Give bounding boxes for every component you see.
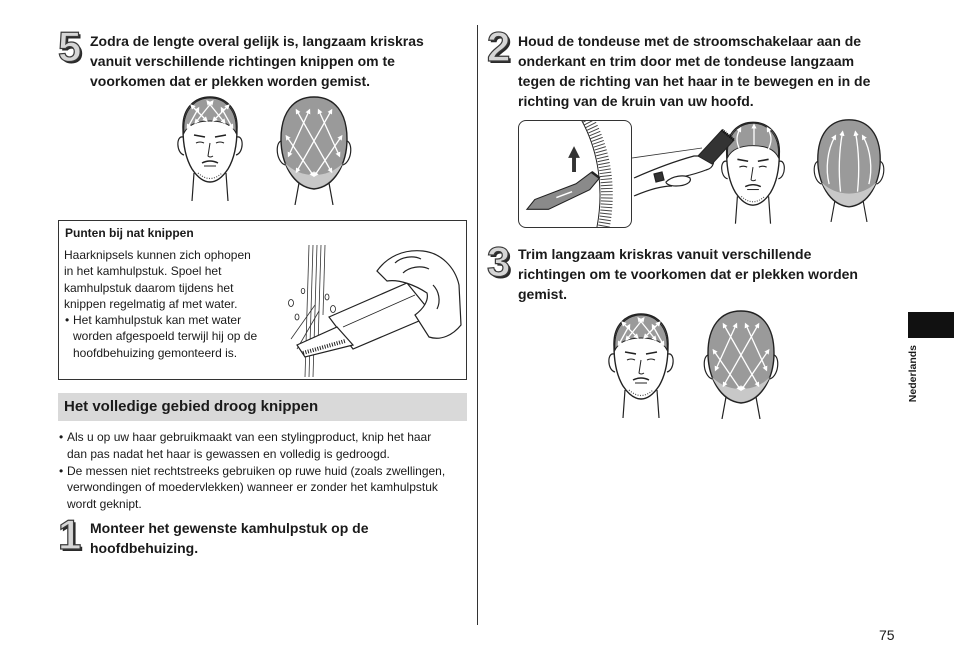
tip-line: in het kamhulpstuk. Spoel het bbox=[64, 264, 222, 279]
step-2-line: richting van de kruin van uw hoofd. bbox=[518, 93, 754, 109]
page-number: 75 bbox=[879, 627, 895, 643]
clipper-against-hair-closeup-illustration bbox=[519, 121, 631, 227]
step-2-text bbox=[518, 31, 870, 111]
bullet-line: • De messen niet rechtstreeks gebruiken op ruwe huid (zoals zwellingen, bbox=[58, 463, 445, 480]
step-3-number: 3 bbox=[487, 238, 511, 285]
step-5-line: voorkomen dat er plekken worden gemist. bbox=[90, 73, 371, 89]
bullet-line: wordt geknipt. bbox=[67, 497, 142, 512]
step-2-line: tegen de richting van het haar in te bewegen en in de bbox=[518, 73, 871, 89]
step-2-line: onderkant en trim door met de tondeuse langzaam bbox=[518, 53, 855, 69]
step-1-line: Monteer het gewenste kamhulpstuk op de bbox=[90, 520, 369, 536]
water-stream bbox=[291, 245, 325, 377]
step-5-head-front-illustration bbox=[170, 93, 250, 203]
rinse-comb-under-water-illustration bbox=[283, 245, 463, 377]
step-3-line: Trim langzaam kriskras vanuit verschillende bbox=[518, 246, 812, 262]
step-3-text bbox=[518, 244, 858, 304]
step-2-trimming-head-illustration bbox=[632, 112, 794, 230]
water-droplets bbox=[289, 288, 336, 320]
step-3-head-back-illustration bbox=[698, 307, 784, 419]
step-3-line: gemist. bbox=[518, 286, 568, 302]
tip-box-title: Punten bij nat knippen bbox=[65, 226, 194, 240]
step-5-head-back-illustration bbox=[271, 93, 357, 205]
tip-bullet-line: worden afgespoeld terwijl hij op de bbox=[73, 329, 258, 344]
step-1-number: 1 bbox=[58, 511, 82, 558]
bullet-line: • Als u op uw haar gebruikmaakt van een stylingproduct, knip het haar bbox=[58, 429, 445, 446]
tip-bullet-line: hoofdbehuizing gemonteerd is. bbox=[73, 345, 238, 360]
step-2-number: 2 bbox=[487, 23, 511, 70]
step-1-text bbox=[90, 518, 369, 558]
bullet-line: dan pas nadat het haar is gewassen en volledig is gedroogd. bbox=[67, 446, 390, 461]
hand bbox=[634, 156, 713, 196]
step-3-head-front-illustration bbox=[601, 309, 681, 421]
tip-box-text bbox=[64, 247, 257, 361]
dry-cutting-bullet-list bbox=[58, 429, 445, 513]
language-label: Nederlands bbox=[907, 345, 919, 403]
step-2-line: Houd de tondeuse met de stroomschakelaar aan de bbox=[518, 33, 862, 49]
step-2-head-back-illustration bbox=[808, 116, 890, 222]
tip-line: knippen regelmatig af met water. bbox=[64, 296, 238, 311]
language-side-tab bbox=[908, 312, 954, 338]
tip-line: kamhulpstuk daarom tijdens het bbox=[64, 280, 234, 295]
step-1-line: hoofdbehuizing. bbox=[90, 540, 199, 556]
tip-line: Haarknipsels kunnen zich ophopen bbox=[64, 248, 251, 262]
tip-bullet-line: • Het kamhulpstuk kan met water bbox=[64, 312, 257, 328]
clipper-closeup-box bbox=[518, 120, 632, 228]
bullet-line: verwondingen of moedervlekken) wanneer er zonder het kamhulpstuk bbox=[67, 480, 438, 495]
section-heading-bar: Het volledige gebied droog knippen bbox=[58, 393, 467, 421]
clipper bbox=[297, 283, 433, 357]
clipper bbox=[527, 172, 600, 209]
column-divider bbox=[477, 25, 478, 625]
step-5-number: 5 bbox=[58, 23, 82, 70]
step-5-text bbox=[90, 31, 424, 91]
step-3-line: richtingen om te voorkomen dat er plekken worden bbox=[518, 266, 858, 282]
step-5-line: Zodra de lengte overal gelijk is, langzaam kriskras bbox=[90, 33, 424, 49]
step-5-line: vanuit verschillende richtingen knippen om te bbox=[90, 53, 395, 69]
